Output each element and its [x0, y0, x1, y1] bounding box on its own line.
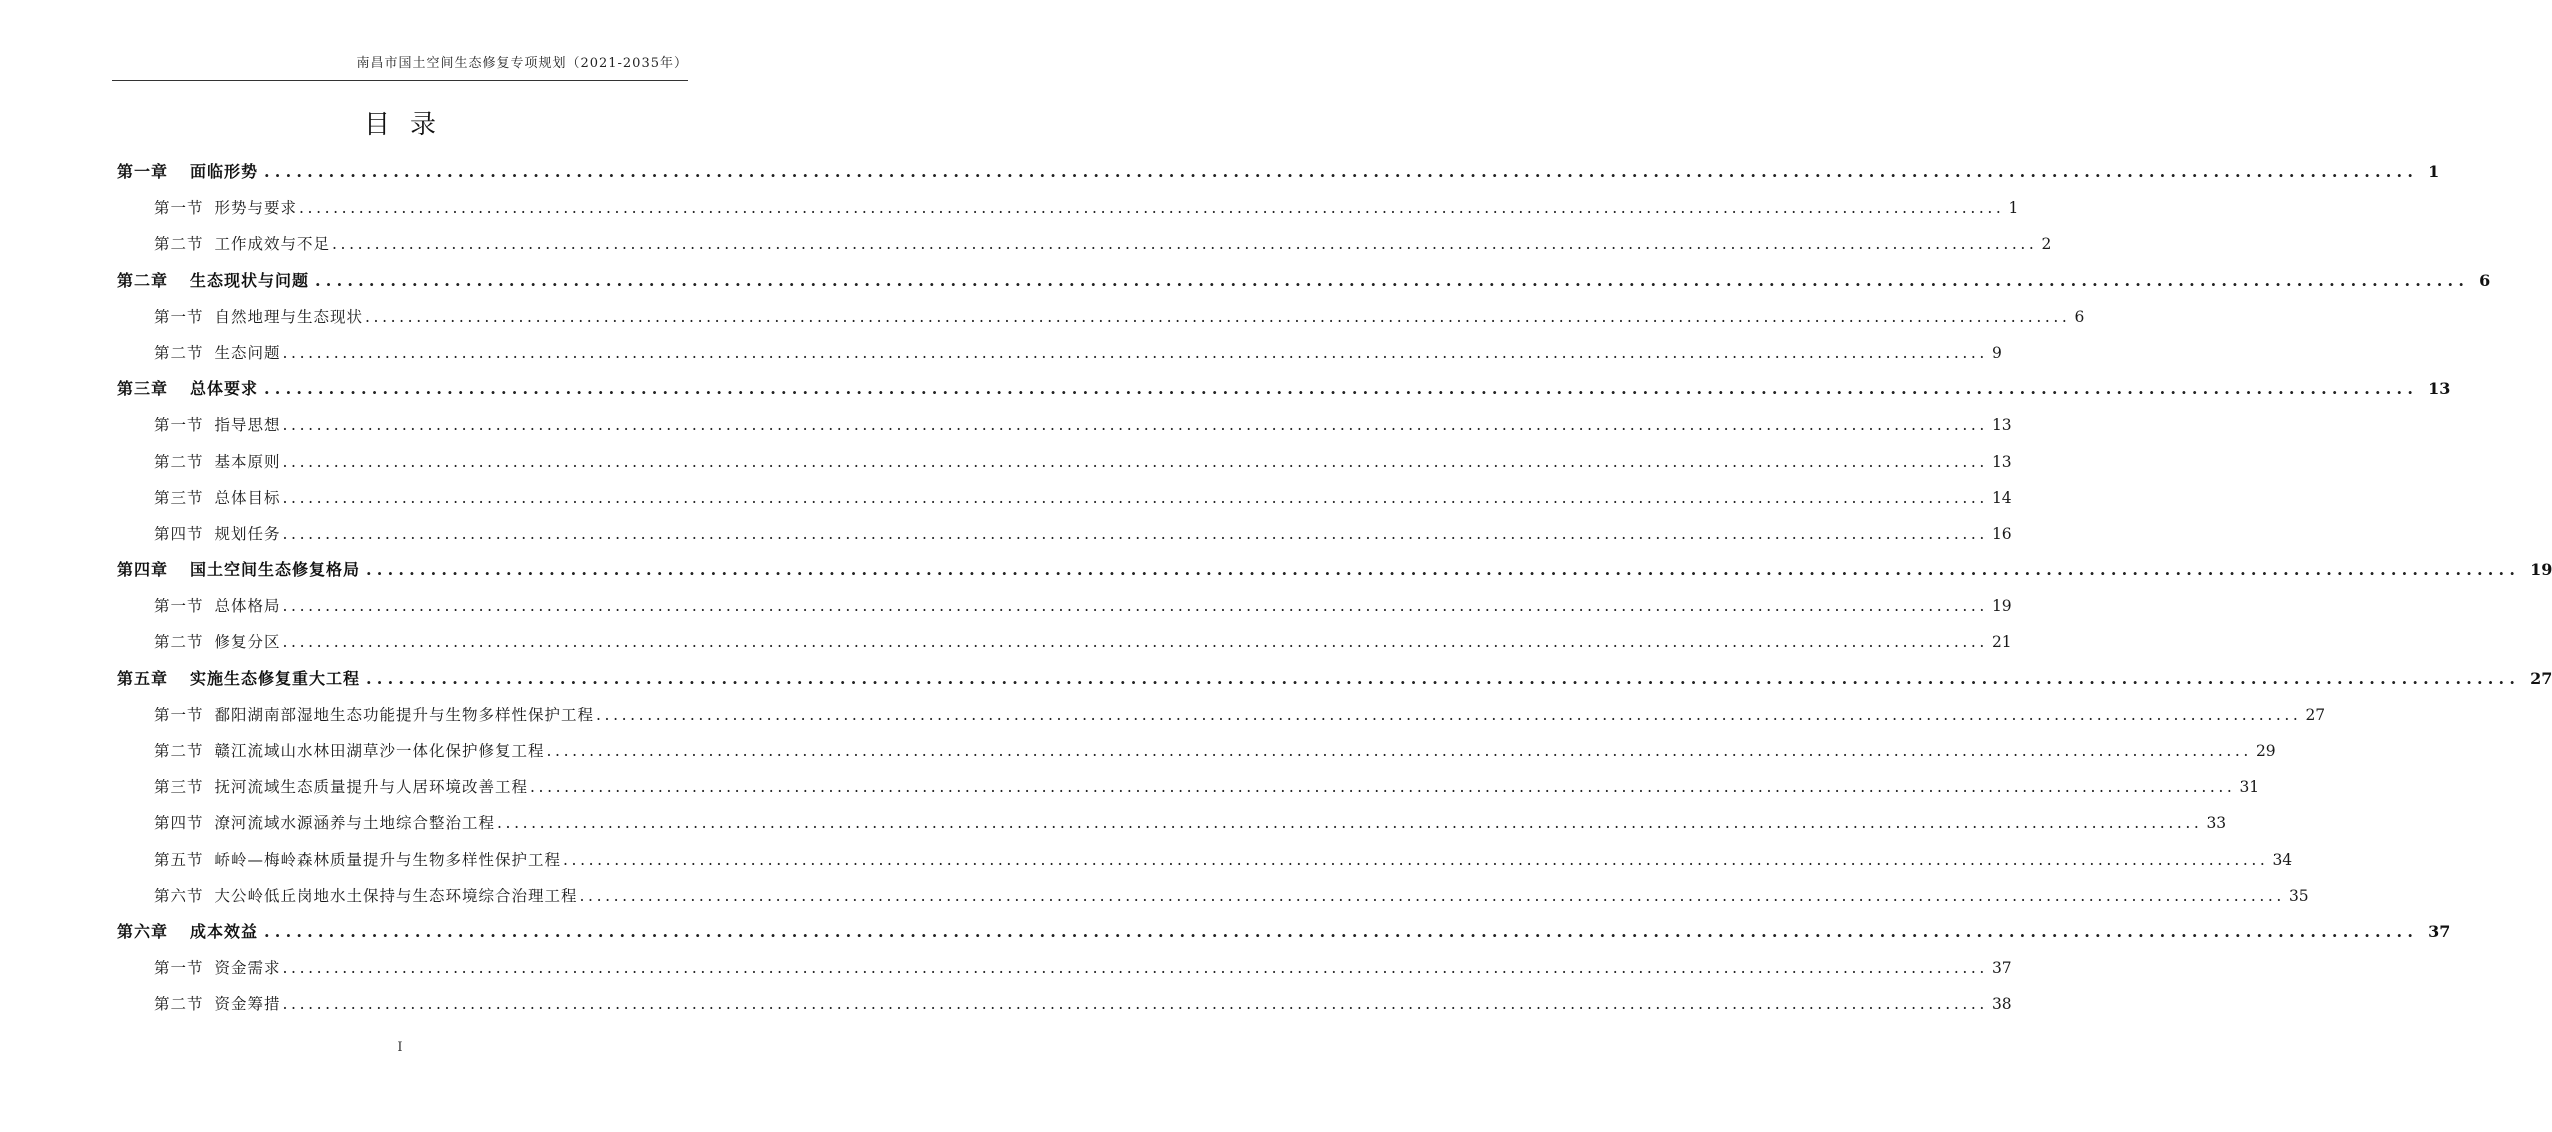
toc-chapter-entry[interactable] [117, 552, 2552, 588]
toc-entry-label: 成本效益 [190, 921, 259, 941]
toc-entry-page: 35 [2288, 886, 2309, 905]
toc-entry-label: 指导思想 [214, 416, 281, 435]
toc-entry-page: 1 [2008, 199, 2019, 218]
footer-page-number: I [397, 1040, 403, 1055]
toc-entry-page: 13 [1991, 416, 2012, 435]
toc-title: 目录 [363, 110, 456, 140]
toc-entry-label: 国土空间生态修复格局 [190, 560, 361, 580]
toc-entry-label: 总体格局 [214, 597, 281, 616]
toc-entry-number: 第三节 [154, 488, 204, 507]
toc-entry-number: 第一章 [117, 162, 169, 181]
toc-entry-number: 第二节 [154, 343, 204, 362]
toc-entry-page: 27 [2530, 668, 2552, 688]
toc-entry-page: 6 [2479, 270, 2491, 290]
toc-entry-number: 第五节 [154, 850, 204, 869]
toc-entry-number: 第二节 [154, 235, 204, 254]
toc-dot-leader: ........................................................................................................................................................................................................ [264, 379, 2419, 399]
toc-entry-number: 第二节 [154, 742, 204, 760]
toc-entry-label: 总体目标 [214, 488, 281, 507]
toc-entry-page: 9 [1991, 343, 2002, 362]
toc-entry-page: 38 [1991, 995, 2012, 1014]
toc-dot-leader: ........................................................................................................................................................................................................ [563, 850, 2269, 869]
toc-dot-leader: ........................................................................................................................................................................................................ [282, 343, 1988, 362]
toc-dot-leader: ........................................................................................................................................................................................................ [497, 814, 2203, 833]
toc-section-entry[interactable] [117, 986, 2012, 1022]
toc-entry-number: 第一节 [154, 199, 204, 218]
toc-section-entry[interactable] [117, 226, 2052, 262]
toc-entry-label: 规划任务 [214, 524, 281, 543]
toc-section-entry[interactable] [117, 444, 2012, 480]
toc-entry-page: 13 [1991, 452, 2012, 471]
toc-dot-leader: ........................................................................................................................................................................................................ [282, 416, 1988, 435]
toc-entry-page: 14 [1991, 488, 2012, 507]
toc-entry-number: 第六章 [117, 921, 169, 941]
toc-section-entry[interactable] [117, 624, 2012, 660]
toc-section-entry[interactable] [117, 190, 2019, 226]
toc-entry-label: 峤岭—梅岭森林质量提升与生物多样性保护工程 [214, 850, 562, 869]
toc-dot-leader: ........................................................................................................................................................................................................ [299, 199, 2005, 218]
toc-entry-page: 37 [2428, 921, 2451, 941]
toc-section-entry[interactable] [117, 878, 2309, 914]
toc-section-entry[interactable] [117, 299, 2085, 335]
toc-entry-label: 自然地理与生态现状 [214, 307, 364, 326]
toc-entry-page: 19 [2530, 560, 2552, 580]
toc-entry-number: 第一节 [154, 959, 204, 978]
toc-entry-number: 第三章 [117, 379, 169, 399]
toc-dot-leader: ........................................................................................................................................................................................................ [366, 668, 2521, 688]
header-rule [112, 80, 688, 81]
toc-entry-number: 第三节 [154, 778, 204, 797]
toc-dot-leader: ........................................................................................................................................................................................................ [282, 524, 1988, 543]
toc-dot-leader: ........................................................................................................................................................................................................ [530, 778, 2236, 797]
toc-dot-leader: ........................................................................................................................................................................................................ [282, 452, 1988, 471]
toc-chapter-entry[interactable] [117, 371, 2451, 407]
toc-section-entry[interactable] [117, 335, 2002, 371]
toc-section-entry[interactable] [117, 950, 2012, 986]
table-of-contents [117, 154, 2552, 1023]
toc-entry-page: 13 [2428, 379, 2451, 399]
toc-entry-label: 基本原则 [214, 452, 281, 471]
toc-dot-leader: ........................................................................................................................................................................................................ [282, 597, 1988, 616]
toc-section-entry[interactable] [117, 480, 2012, 516]
toc-section-entry[interactable] [117, 407, 2012, 443]
toc-section-entry[interactable] [117, 588, 2012, 624]
toc-entry-number: 第五章 [117, 668, 169, 688]
toc-entry-number: 第一节 [154, 307, 204, 326]
toc-entry-label: 潦河流域水源涵养与土地综合整治工程 [214, 814, 496, 833]
toc-entry-page: 16 [1991, 524, 2012, 543]
toc-entry-label: 形势与要求 [214, 199, 298, 218]
toc-section-entry[interactable] [117, 805, 2227, 841]
toc-dot-leader: ........................................................................................................................................................................................................ [282, 633, 1988, 652]
toc-section-entry[interactable] [117, 733, 2276, 769]
toc-chapter-entry[interactable] [117, 914, 2451, 950]
toc-section-entry[interactable] [117, 769, 2260, 805]
toc-entry-page: 37 [1991, 959, 2012, 978]
toc-entry-label: 总体要求 [190, 379, 259, 399]
toc-dot-leader: ........................................................................................................................................................................................................ [282, 488, 1988, 507]
toc-chapter-entry[interactable] [117, 154, 2440, 190]
toc-dot-leader: ........................................................................................................................................................................................................ [579, 886, 2285, 905]
toc-chapter-entry[interactable] [117, 661, 2552, 697]
toc-entry-page: 29 [2255, 742, 2276, 760]
toc-dot-leader: ........................................................................................................................................................................................................ [332, 235, 2038, 254]
toc-entry-number: 第四节 [154, 814, 204, 833]
toc-entry-page: 33 [2206, 814, 2227, 833]
toc-entry-label: 鄱阳湖南部湿地生态功能提升与生物多样性保护工程 [214, 705, 595, 724]
toc-entry-label: 修复分区 [214, 633, 281, 652]
page-header-text: 南昌市国土空间生态修复专项规划（2021-2035年） [356, 56, 688, 71]
toc-entry-label: 资金筹措 [214, 995, 281, 1014]
toc-entry-page: 2 [2041, 235, 2052, 254]
toc-entry-number: 第一节 [154, 416, 204, 435]
toc-entry-page: 1 [2428, 162, 2440, 181]
toc-dot-leader: ........................................................................................................................................................................................................ [264, 921, 2419, 941]
toc-section-entry[interactable] [117, 516, 2012, 552]
toc-entry-label: 工作成效与不足 [214, 235, 331, 254]
toc-section-entry[interactable] [117, 842, 2293, 878]
toc-entry-page: 6 [2074, 307, 2085, 326]
toc-entry-label: 生态问题 [214, 343, 281, 362]
toc-entry-label: 实施生态修复重大工程 [190, 668, 361, 688]
toc-dot-leader: ........................................................................................................................................................................................................ [546, 742, 2252, 760]
toc-dot-leader: ........................................................................................................................................................................................................ [264, 162, 2419, 181]
toc-entry-number: 第二节 [154, 995, 204, 1014]
toc-entry-number: 第四节 [154, 524, 204, 543]
toc-dot-leader: ........................................................................................................................................................................................................ [366, 560, 2521, 580]
toc-entry-label: 生态现状与问题 [190, 270, 310, 290]
toc-entry-page: 31 [2239, 778, 2260, 797]
toc-dot-leader: ........................................................................................................................................................................................................ [365, 307, 2071, 326]
toc-entry-label: 赣江流域山水林田湖草沙一体化保护修复工程 [214, 742, 545, 760]
toc-entry-label: 面临形势 [190, 162, 259, 181]
toc-section-entry[interactable] [117, 697, 2326, 733]
toc-entry-number: 第二章 [117, 270, 169, 290]
toc-entry-label: 大公岭低丘岗地水土保持与生态环境综合治理工程 [214, 886, 578, 905]
toc-dot-leader: ........................................................................................................................................................................................................ [282, 959, 1988, 978]
toc-entry-page: 34 [2272, 850, 2293, 869]
toc-chapter-entry[interactable] [117, 263, 2491, 299]
toc-entry-label: 资金需求 [214, 959, 281, 978]
toc-entry-page: 27 [2305, 705, 2326, 724]
toc-entry-page: 21 [1991, 633, 2012, 652]
toc-dot-leader: ........................................................................................................................................................................................................ [315, 270, 2470, 290]
toc-entry-number: 第二节 [154, 633, 204, 652]
toc-dot-leader: ........................................................................................................................................................................................................ [282, 995, 1988, 1014]
toc-entry-label: 抚河流域生态质量提升与人居环境改善工程 [214, 778, 529, 797]
toc-entry-number: 第一节 [154, 705, 204, 724]
toc-entry-number: 第六节 [154, 886, 204, 905]
toc-entry-number: 第一节 [154, 597, 204, 616]
toc-entry-page: 19 [1991, 597, 2012, 616]
toc-entry-number: 第四章 [117, 560, 169, 580]
toc-entry-number: 第二节 [154, 452, 204, 471]
toc-dot-leader: ........................................................................................................................................................................................................ [596, 705, 2302, 724]
